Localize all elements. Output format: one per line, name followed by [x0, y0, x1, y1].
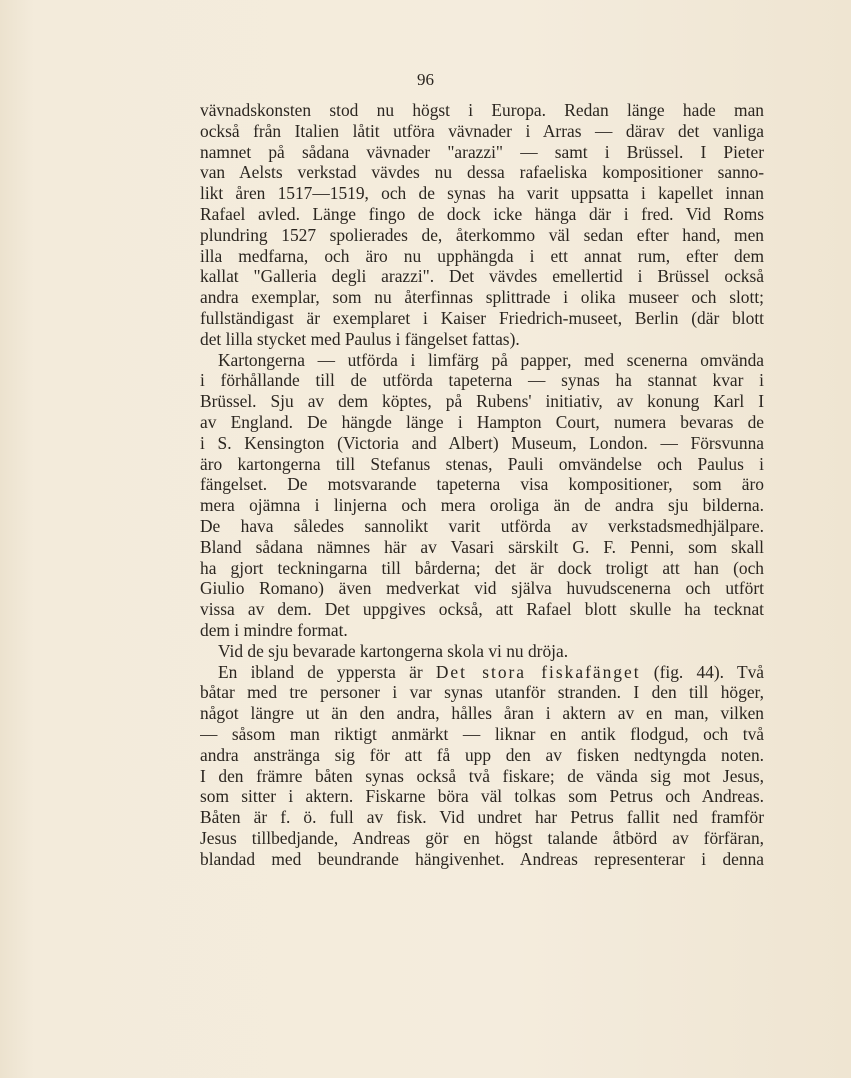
text-line: dem i mindre format.: [200, 619, 348, 640]
text-line: De hava således sannolikt varit utförda av verkstadsmedhjälpare.: [200, 515, 764, 536]
text-line: [200, 662, 764, 683]
text-line: något längre ut än den andra, hålles åran i aktern av en man, vilken: [200, 703, 764, 724]
text-line: äro kartongerna till Stefanus stenas, Pauli omvändelse och Paulus i: [200, 453, 764, 474]
body-text: [200, 100, 764, 869]
text-line: Brüssel. Sju av dem köptes, på Rubens' initiativ, av konung Karl I: [200, 391, 764, 412]
text-line: som sitter i aktern. Fiskarne böra väl tolkas som Petrus och Andreas.: [200, 786, 764, 807]
text-line: Kartongerna — utförda i limfärg på papper, med scenerna omvända: [218, 349, 764, 370]
text-line: plundring 1527 spolierades de, återkommo väl sedan efter hand, men: [200, 224, 764, 245]
text-line: Båten är f. ö. full av fisk. Vid undret har Petrus fallit ned framför: [200, 807, 764, 828]
text-line: I den främre båten synas också två fiskare; de vända sig mot Jesus,: [200, 765, 764, 786]
text-line: Giulio Romano) även medverkat vid själva huvudscenerna och utfört: [200, 578, 764, 599]
text-line: Jesus tillbedjande, Andreas gör en högst talande åtbörd av förfäran,: [200, 827, 764, 848]
text-line: andra exemplar, som nu återfinnas splittrade i olika museer och slott;: [200, 287, 764, 308]
text-line: vävnadskonsten stod nu högst i Europa. Redan länge hade man: [200, 100, 764, 120]
text-line: van Aelsts verkstad vävdes nu dessa rafaeliska kompositioner sanno-: [200, 162, 764, 183]
text-line: mera ojämna i linjerna och mera oroliga än de andra sju bilderna.: [200, 495, 764, 516]
text-line: namnet på sådana vävnader "arazzi" — samt i Brüssel. I Pieter: [200, 141, 764, 162]
spaced-title: Det stora fiskafänget: [435, 661, 641, 682]
text-line: fullständigast är exemplaret i Kaiser Friedrich-museet, Berlin (där blott: [200, 307, 764, 328]
text-line: det lilla stycket med Paulus i fängelset fattas).: [200, 328, 520, 349]
text-line: i S. Kensington (Victoria and Albert) Museum, London. — Försvunna: [200, 432, 764, 453]
text-line: Bland sådana nämnes här av Vasari särskilt G. F. Penni, som skall: [200, 536, 764, 557]
text-line: fängelset. De motsvarande tapeterna visa kompositioner, som äro: [200, 474, 764, 495]
text-fragment: (fig. 44). Två: [640, 661, 764, 682]
text-line: vissa av dem. Det uppgives också, att Rafael blott skulle ha tecknat: [200, 599, 764, 620]
text-line: av England. De hängde länge i Hampton Court, numera bevaras de: [200, 411, 764, 432]
text-line: Rafael avled. Länge fingo de dock icke hänga där i fred. Vid Roms: [200, 203, 764, 224]
text-line: — såsom man riktigt anmärkt — liknar en antik flodgud, och två: [200, 723, 764, 744]
text-line: också från Italien låtit utföra vävnader i Arras — därav det vanliga: [200, 120, 764, 141]
text-line: illa medfarna, och äro nu upphängda i ett annat rum, efter dem: [200, 245, 764, 266]
text-line: blandad med beundrande hängivenhet. Andreas representerar i denna: [200, 848, 764, 869]
text-line: båtar med tre personer i var synas utanför stranden. I den till höger,: [200, 682, 764, 703]
text-line: andra anstränga sig för att få upp den av fisken nedtyngda noten.: [200, 744, 764, 765]
text-line: i förhållande till de utförda tapeterna — synas ha stannat kvar i: [200, 370, 764, 391]
text-fragment: En ibland de yppersta är: [218, 661, 436, 682]
page-number: 96: [417, 70, 434, 89]
text-line: ha gjort teckningarna till bårderna; det är dock troligt att han (och: [200, 557, 764, 578]
text-line: kallat "Galleria degli arazzi". Det vävdes emellertid i Brüssel också: [200, 266, 764, 287]
text-line: likt åren 1517—1519, och de synas ha varit uppsatta i kapellet innan: [200, 183, 764, 204]
text-line: Vid de sju bevarade kartongerna skola vi nu dröja.: [218, 640, 569, 661]
